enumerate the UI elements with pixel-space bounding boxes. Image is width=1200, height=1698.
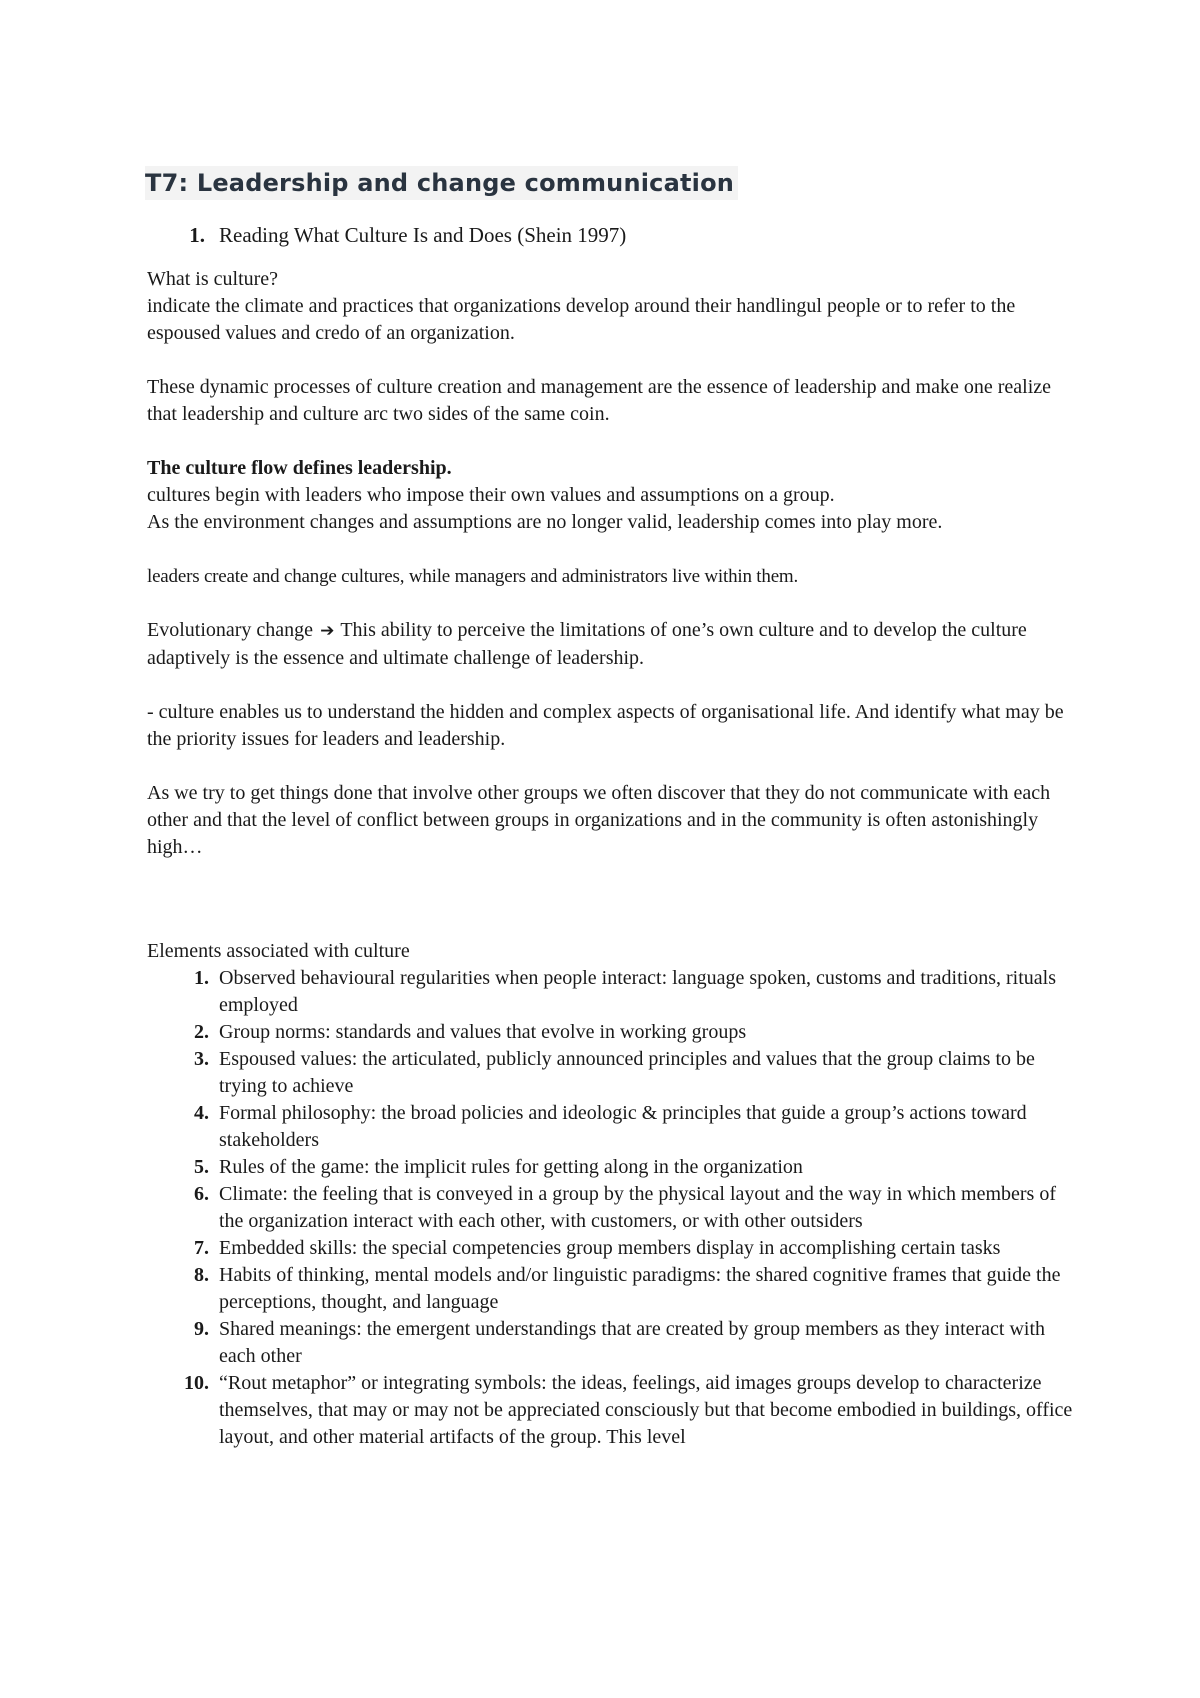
list-text: Espoused values: the articulated, publicly announced principles and values that the group claims to be trying to achieve xyxy=(219,1048,1035,1097)
culture-flow-line-1: cultures begin with leaders who impose their own values and assumptions on a group. xyxy=(147,484,835,506)
list-text: Shared meanings: the emergent understandings that are created by group members as they interact with each other xyxy=(219,1318,1046,1367)
list-text: Observed behavioural regularities when people interact: language spoken, customs and traditions, rituals employed xyxy=(219,967,1056,1016)
list-number: 4. xyxy=(194,1102,209,1124)
list-item xyxy=(147,1316,1077,1370)
culture-flow-heading: The culture flow defines leadership. xyxy=(147,457,452,479)
list-item xyxy=(147,1370,1077,1451)
arrow-right-icon: ➔ xyxy=(320,621,335,641)
document-body xyxy=(147,166,1077,1451)
list-text: Group norms: standards and values that evolve in working groups xyxy=(219,1021,747,1043)
groups-conflict-paragraph: As we try to get things done that involve other groups we often discover that they do not communicate with each other and that the level of conflict between groups in organizations and in the community is often astonishingly high… xyxy=(147,782,1051,858)
dynamic-processes-paragraph: These dynamic processes of culture creation and management are the essence of leadership and make one realize that leadership and culture arc two sides of the same coin. xyxy=(147,376,1052,425)
list-text: Habits of thinking, mental models and/or linguistic paradigms: the shared cognitive frames that guide the perceptions, thought, and language xyxy=(219,1264,1061,1313)
list-item xyxy=(147,965,1077,1019)
spacer xyxy=(147,888,1077,938)
evolutionary-label: Evolutionary change xyxy=(147,619,314,641)
list-number: 6. xyxy=(194,1183,209,1205)
list-number: 7. xyxy=(194,1237,209,1259)
list-number: 3. xyxy=(194,1048,209,1070)
list-item xyxy=(147,1154,1077,1181)
list-number: 10. xyxy=(184,1372,209,1394)
list-item xyxy=(147,1046,1077,1100)
list-text: Embedded skills: the special competencies group members display in accomplishing certain tasks xyxy=(219,1237,1001,1259)
list-number: 9. xyxy=(194,1318,209,1340)
list-number: 2. xyxy=(194,1021,209,1043)
list-number: 5. xyxy=(194,1156,209,1178)
list-item xyxy=(147,1100,1077,1154)
list-item xyxy=(147,1019,1077,1046)
culture-flow-line-2: As the environment changes and assumptions are no longer valid, leadership comes into play more. xyxy=(147,511,943,533)
page-title: T7: Leadership and change communication xyxy=(145,166,738,200)
culture-definition: indicate the climate and practices that organizations develop around their handlingul people or to refer to the espoused values and credo of an organization. xyxy=(147,295,1016,344)
list-item xyxy=(147,1235,1077,1262)
reading-list xyxy=(147,220,1077,250)
list-item xyxy=(147,1262,1077,1316)
list-item xyxy=(147,1181,1077,1235)
list-number: 8. xyxy=(194,1264,209,1286)
list-number: 1. xyxy=(194,967,209,989)
evolutionary-text: This ability to perceive the limitations of one’s own culture and to develop the culture adaptively is the essence and ultimate challenge of leadership. xyxy=(147,619,1027,669)
reading-item xyxy=(147,220,1077,250)
list-text: Rules of the game: the implicit rules for getting along in the organization xyxy=(219,1156,803,1178)
culture-enables-paragraph: - culture enables us to understand the hidden and complex aspects of organisational life. And identify what may be the priority issues for leaders and leadership. xyxy=(147,701,1064,750)
reading-title: Reading What Culture Is and Does (Shein 1997) xyxy=(219,223,627,247)
evolutionary-change-paragraph xyxy=(147,617,1077,672)
leaders-line: leaders create and change cultures, while managers and administrators live within them. xyxy=(147,566,799,587)
reading-number: 1. xyxy=(189,223,205,247)
list-text: Climate: the feeling that is conveyed in a group by the physical layout and the way in which members of the organization interact with each other, with customers, or with other outsiders xyxy=(219,1183,1057,1232)
list-text: Formal philosophy: the broad policies and ideologic & principles that guide a group’s actions toward stakeholders xyxy=(219,1102,1027,1151)
list-text: “Rout metaphor” or integrating symbols: the ideas, feelings, aid images groups develop to characterize themselves, that may or may not be appreciated consciously but that become embodied in buildings, office layout, and other material artifacts of the group. This level xyxy=(219,1372,1073,1448)
elements-list xyxy=(147,965,1077,1451)
elements-heading: Elements associated with culture xyxy=(147,940,410,962)
culture-question: What is culture? xyxy=(147,268,279,290)
